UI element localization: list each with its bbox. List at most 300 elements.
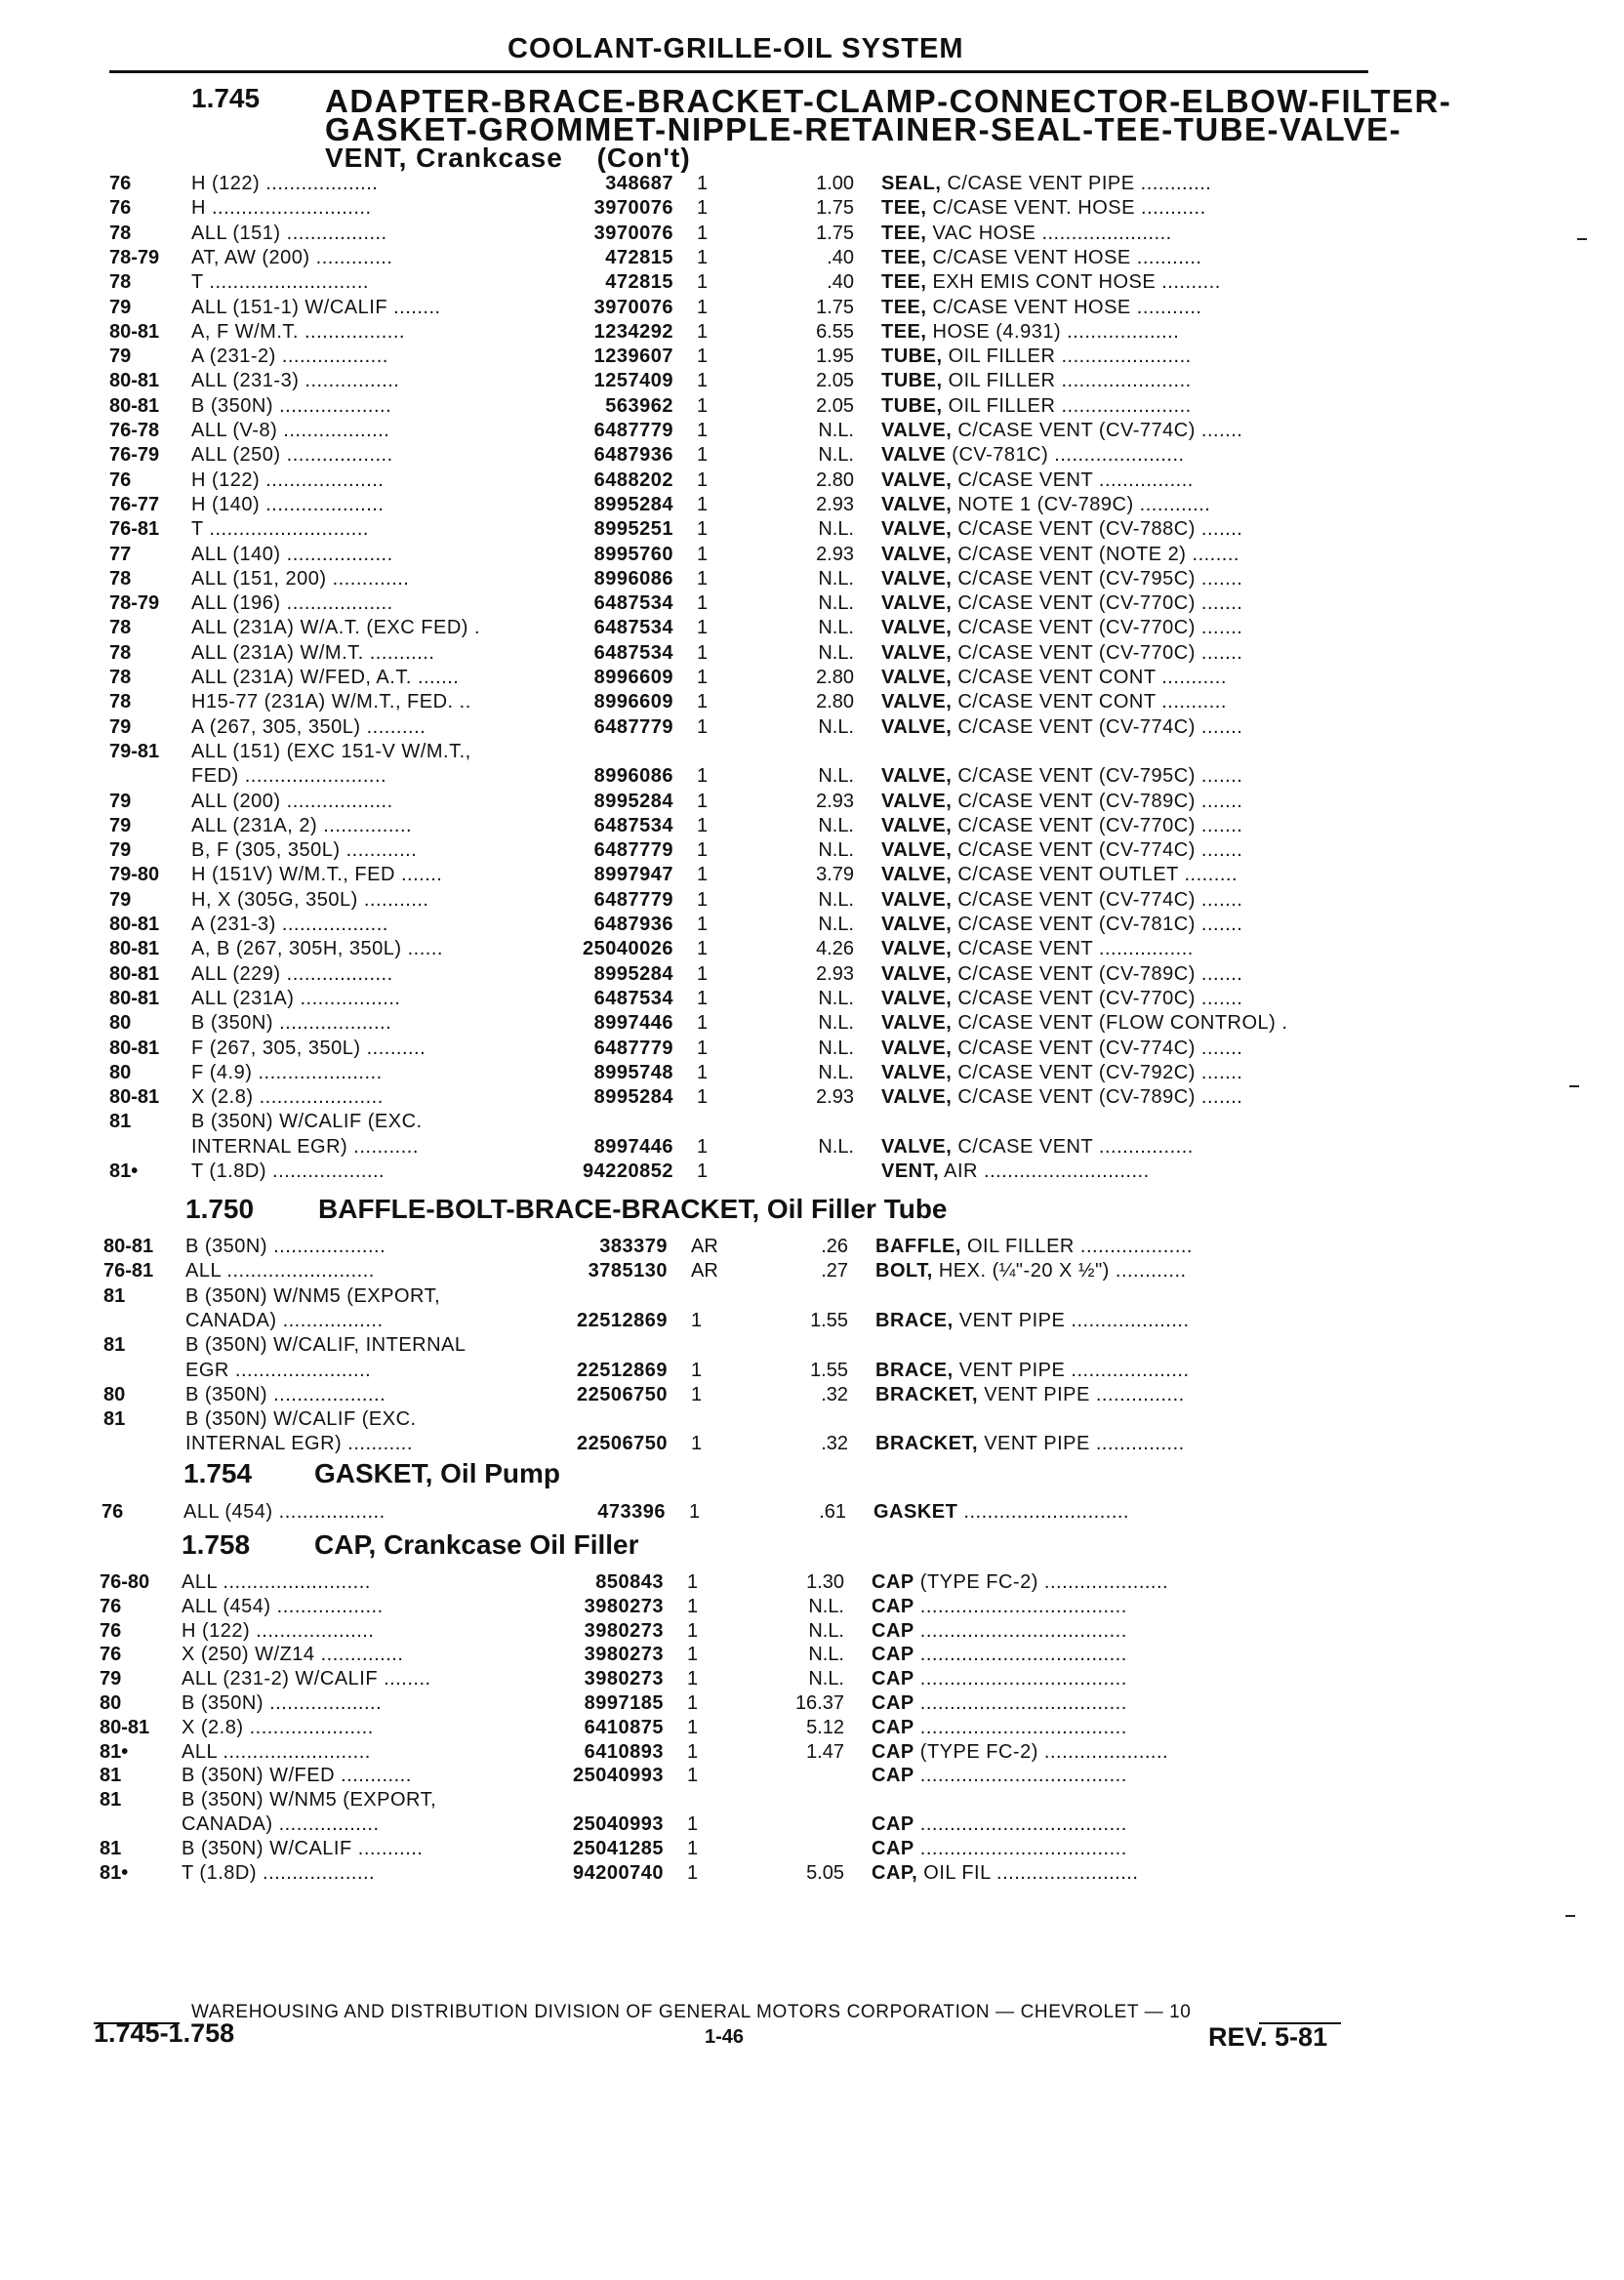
quantity: 1 [697, 197, 709, 219]
quantity: 1 [697, 839, 709, 861]
margin-mark [1565, 1915, 1575, 1917]
part-number: 6410875 [584, 1717, 664, 1738]
model-year: 78 [109, 617, 132, 638]
quantity: 1 [697, 864, 709, 885]
price: 1.55 [810, 1360, 848, 1381]
section-title: GASKET, Oil Pump [314, 1458, 561, 1488]
quantity: 1 [687, 1765, 699, 1786]
part-name: TUBE, [881, 395, 943, 417]
part-name: VALVE, [881, 914, 953, 935]
model-year: 79 [109, 889, 132, 911]
price: N.L. [808, 1620, 844, 1642]
part-detail: ................................... [919, 1765, 1127, 1786]
model-application: ALL ......................... [182, 1571, 371, 1593]
part-number: 472815 [605, 271, 673, 293]
price: 4.26 [816, 938, 854, 959]
part-description [872, 1717, 1350, 1739]
model-year: 79 [109, 716, 132, 738]
part-number: 8997947 [593, 864, 673, 885]
model-application: B (350N) ................... [185, 1384, 386, 1405]
model-application: H ........................... [191, 197, 372, 219]
part-name: BRACKET, [875, 1433, 979, 1454]
price: 1.75 [816, 223, 854, 244]
part-description [881, 518, 1360, 541]
part-name: VALVE, [881, 617, 953, 638]
model-application: X (250) W/Z14 .............. [182, 1644, 404, 1665]
part-number: 6488202 [593, 469, 673, 491]
quantity: 1 [697, 592, 709, 614]
part-description [881, 1012, 1360, 1035]
part-description [872, 1668, 1350, 1690]
part-name: BRACE, [875, 1360, 954, 1381]
part-name: VALVE, [881, 691, 953, 712]
part-description [881, 1086, 1360, 1109]
part-detail: ............................ [963, 1501, 1129, 1523]
part-description [881, 544, 1360, 566]
part-name: TEE, [881, 271, 927, 293]
part-number: 473396 [597, 1501, 666, 1523]
part-number: 8995251 [593, 518, 673, 540]
part-name: VALVE, [881, 864, 953, 885]
part-description [881, 914, 1360, 936]
part-name: VALVE, [881, 642, 953, 664]
part-detail: ................................... [919, 1838, 1127, 1859]
price: N.L. [818, 1012, 854, 1034]
part-name: VALVE, [881, 815, 953, 836]
model-application: H (140) .................... [191, 494, 385, 515]
part-description [872, 1571, 1350, 1594]
quantity: 1 [687, 1862, 699, 1884]
footer-division: WAREHOUSING AND DISTRIBUTION DIVISION OF GENERAL MOTORS CORPORATION — CHEVROLET — 10 [191, 2002, 1192, 2022]
price: .40 [827, 271, 854, 293]
model-year: 79 [109, 791, 132, 812]
model-application: ALL (231A) W/FED, A.T. ....... [191, 667, 460, 688]
model-year: 78-79 [109, 247, 160, 268]
model-year: 81 [100, 1789, 122, 1811]
part-detail: C/CASE VENT ................ [957, 1136, 1194, 1158]
part-name: VALVE, [881, 568, 953, 590]
section-title: CAP, Crankcase Oil Filler [314, 1529, 639, 1560]
quantity: 1 [697, 691, 709, 712]
model-application: ALL (231-2) W/CALIF ........ [182, 1668, 431, 1690]
part-name: BAFFLE, [875, 1236, 961, 1257]
model-year: 76 [100, 1596, 122, 1617]
model-application: ALL (231A) W/A.T. (EXC FED) . [191, 617, 481, 638]
model-application: X (2.8) ..................... [191, 1086, 384, 1108]
section-title-line: GASKET-GROMMET-NIPPLE-RETAINER-SEAL-TEE-TUBE-VALVE- [325, 111, 1402, 147]
model-application: A (267, 305, 350L) .......... [191, 716, 426, 738]
part-detail: OIL FILLER ...................... [948, 395, 1192, 417]
quantity: 1 [697, 815, 709, 836]
part-name: CAP [872, 1717, 914, 1738]
part-detail: VENT PIPE .................... [958, 1360, 1190, 1381]
part-number: 3980273 [584, 1668, 664, 1690]
quantity: 1 [697, 494, 709, 515]
part-number: 8995284 [593, 494, 673, 515]
section-number: 1.758 [182, 1529, 251, 1560]
part-description [881, 716, 1360, 739]
model-year: 80-81 [109, 321, 160, 343]
part-detail: C/CASE VENT (FLOW CONTROL) . [957, 1012, 1288, 1034]
price: N.L. [808, 1596, 844, 1617]
price: N.L. [818, 914, 854, 935]
model-year: 81• [100, 1741, 129, 1763]
part-number: 8997446 [593, 1012, 673, 1034]
price: .32 [821, 1384, 848, 1405]
part-name: CAP [872, 1644, 914, 1665]
part-description [881, 864, 1360, 886]
model-year: 79 [100, 1668, 122, 1690]
model-year: 76 [109, 197, 132, 219]
footer-revision: REV. 5-81 [1208, 2022, 1328, 2052]
part-name: SEAL, [881, 173, 942, 194]
part-detail: OIL FILLER ...................... [948, 370, 1192, 391]
price: N.L. [808, 1668, 844, 1690]
price: N.L. [818, 642, 854, 664]
price: .40 [827, 247, 854, 268]
part-description [873, 1501, 1352, 1524]
part-detail: OIL FILLER ...................... [948, 346, 1192, 367]
model-application: AT, AW (200) ............. [191, 247, 393, 268]
price: 5.12 [806, 1717, 844, 1738]
part-detail: ................................... [919, 1668, 1127, 1690]
model-application: ALL ......................... [182, 1741, 371, 1763]
part-description [881, 889, 1360, 912]
part-detail: C/CASE VENT (CV-774C) ....... [957, 839, 1243, 861]
model-application: B (350N) W/FED ............ [182, 1765, 412, 1786]
part-name: TUBE, [881, 370, 943, 391]
quantity: 1 [697, 914, 709, 935]
model-application: ALL (250) .................. [191, 444, 393, 466]
quantity: 1 [687, 1620, 699, 1642]
model-application: ALL (V-8) .................. [191, 420, 390, 441]
part-description [875, 1260, 1354, 1282]
part-detail: C/CASE VENT (CV-795C) ....... [957, 568, 1243, 590]
part-detail: C/CASE VENT CONT ........... [957, 667, 1227, 688]
model-application: ALL (151, 200) ............. [191, 568, 410, 590]
model-application: ALL (151) ................. [191, 223, 387, 244]
part-name: CAP [872, 1571, 914, 1593]
model-year: 79 [109, 839, 132, 861]
quantity: 1 [687, 1813, 699, 1835]
part-name: VALVE, [881, 839, 953, 861]
part-name: CAP, [872, 1862, 918, 1884]
margin-mark [1577, 238, 1587, 240]
part-number: 3980273 [584, 1620, 664, 1642]
price: 5.05 [806, 1862, 844, 1884]
model-year: 80-81 [109, 1038, 160, 1059]
part-number: 6487534 [593, 988, 673, 1009]
price: N.L. [818, 617, 854, 638]
part-name: TEE, [881, 223, 927, 244]
model-year: 76-81 [103, 1260, 154, 1282]
price: 1.30 [806, 1571, 844, 1593]
part-name: TEE, [881, 197, 927, 219]
part-number: 850843 [595, 1571, 664, 1593]
part-detail: VAC HOSE ...................... [932, 223, 1172, 244]
price: 1.55 [810, 1310, 848, 1331]
model-application: T ........................... [191, 271, 369, 293]
part-number: 6410893 [584, 1741, 664, 1763]
part-detail: HEX. (¼"-20 X ½") ............ [938, 1260, 1187, 1282]
part-name: TUBE, [881, 346, 943, 367]
part-name: VALVE, [881, 667, 953, 688]
footer-group-range: 1.745-1.758 [94, 2018, 235, 2048]
model-application: ALL (200) .................. [191, 791, 393, 812]
part-name: VALVE, [881, 1086, 953, 1108]
price: .32 [821, 1433, 848, 1454]
price: N.L. [818, 444, 854, 466]
part-detail: C/CASE VENT (CV-789C) ....... [957, 1086, 1243, 1108]
part-description [872, 1620, 1350, 1643]
part-name: CAP [872, 1741, 914, 1763]
part-name: VALVE, [881, 544, 953, 565]
section-title-line: ADAPTER-BRACE-BRACKET-CLAMP-CONNECTOR-ELBOW-FILTER- [325, 83, 1452, 119]
model-application: B (350N) W/CALIF ........... [182, 1838, 424, 1859]
price: N.L. [818, 1062, 854, 1083]
model-year: 80-81 [109, 988, 160, 1009]
model-year: 76 [100, 1644, 122, 1665]
model-application: B (350N) W/CALIF (EXC. [185, 1408, 417, 1430]
part-name: GASKET [873, 1501, 958, 1523]
model-year: 80-81 [109, 963, 160, 985]
model-year: 81 [103, 1334, 126, 1356]
part-number: 1234292 [593, 321, 673, 343]
part-detail: ................................... [919, 1717, 1127, 1738]
part-description [875, 1310, 1354, 1332]
price: N.L. [818, 839, 854, 861]
part-detail: C/CASE VENT (CV-792C) ....... [957, 1062, 1243, 1083]
part-number: 22512869 [577, 1310, 668, 1331]
part-description [881, 1038, 1360, 1060]
model-year: 76-79 [109, 444, 160, 466]
model-year: 76-81 [109, 518, 160, 540]
part-number: 94220852 [583, 1160, 673, 1182]
section-number: 1.750 [185, 1194, 255, 1224]
quantity: 1 [697, 716, 709, 738]
price: 1.75 [816, 197, 854, 219]
quantity: 1 [697, 667, 709, 688]
model-year: 81• [109, 1160, 139, 1182]
model-application: H (122) .................... [191, 469, 385, 491]
model-year: 80-81 [109, 914, 160, 935]
model-application: X (2.8) ..................... [182, 1717, 374, 1738]
part-description [881, 592, 1360, 615]
part-number: 6487779 [593, 1038, 673, 1059]
quantity: 1 [697, 1160, 709, 1182]
model-application: B (350N) ................... [191, 1012, 392, 1034]
quantity: 1 [697, 297, 709, 318]
header-rule [109, 70, 1368, 73]
price: .26 [821, 1236, 848, 1257]
part-description [881, 173, 1360, 195]
price: N.L. [818, 420, 854, 441]
part-number: 6487534 [593, 815, 673, 836]
part-detail: C/CASE VENT CONT ........... [957, 691, 1227, 712]
model-year: 81 [100, 1765, 122, 1786]
model-application: H15-77 (231A) W/M.T., FED. .. [191, 691, 471, 712]
part-name: CAP [872, 1765, 914, 1786]
part-description [875, 1236, 1354, 1258]
part-detail: (CV-781C) ...................... [952, 444, 1185, 466]
part-number: 6487936 [593, 444, 673, 466]
part-number: 8995284 [593, 1086, 673, 1108]
part-description [881, 370, 1360, 392]
part-name: VALVE, [881, 889, 953, 911]
part-number: 6487534 [593, 592, 673, 614]
section-title [325, 83, 1452, 173]
model-year: 81 [109, 1111, 132, 1132]
part-detail: OIL FIL ........................ [923, 1862, 1139, 1884]
price: .61 [819, 1501, 846, 1523]
quantity: 1 [697, 321, 709, 343]
quantity: 1 [697, 642, 709, 664]
part-description [881, 667, 1360, 689]
part-detail: EXH EMIS CONT HOSE .......... [932, 271, 1221, 293]
part-name: TEE, [881, 297, 927, 318]
quantity: 1 [687, 1596, 699, 1617]
part-name: CAP [872, 1692, 914, 1714]
part-name: VALVE, [881, 494, 953, 515]
model-application: ALL (231A) W/M.T. ........... [191, 642, 435, 664]
price: 1.75 [816, 297, 854, 318]
model-application: ALL (140) .................. [191, 544, 393, 565]
part-number: 94200740 [573, 1862, 664, 1884]
model-year: 80-81 [109, 1086, 160, 1108]
quantity: 1 [697, 247, 709, 268]
part-name: CAP [872, 1620, 914, 1642]
part-detail: ................................... [919, 1644, 1127, 1665]
part-detail: C/CASE VENT (CV-774C) ....... [957, 716, 1243, 738]
model-year: 76 [109, 173, 132, 194]
price: N.L. [818, 1038, 854, 1059]
price: 1.95 [816, 346, 854, 367]
part-number: 8997446 [593, 1136, 673, 1158]
model-application: ALL (196) .................. [191, 592, 393, 614]
price: N.L. [818, 592, 854, 614]
part-description [881, 223, 1360, 245]
part-number: 8996086 [593, 568, 673, 590]
quantity: 1 [697, 791, 709, 812]
quantity: 1 [691, 1384, 703, 1405]
model-year: 80-81 [109, 395, 160, 417]
model-year: 78 [109, 223, 132, 244]
part-name: VALVE, [881, 1038, 953, 1059]
part-name: BRACKET, [875, 1384, 979, 1405]
quantity: 1 [687, 1741, 699, 1763]
part-description [881, 1160, 1360, 1183]
price: 6.55 [816, 321, 854, 343]
part-name: VALVE, [881, 765, 953, 787]
part-number: 22506750 [577, 1384, 668, 1405]
part-description [881, 1062, 1360, 1084]
price: 2.93 [816, 494, 854, 515]
section-title-line [325, 143, 1451, 172]
part-detail: ................................... [919, 1692, 1127, 1714]
model-application: B (350N) W/CALIF (EXC. [191, 1111, 423, 1132]
part-number: 6487779 [593, 839, 673, 861]
part-number: 8995748 [593, 1062, 673, 1083]
part-detail: C/CASE VENT (CV-774C) ....... [957, 889, 1243, 911]
part-number: 3980273 [584, 1596, 664, 1617]
model-application: A, F W/M.T. ................. [191, 321, 405, 343]
part-number: 22512869 [577, 1360, 668, 1381]
model-year: 76-77 [109, 494, 160, 515]
model-year: 80 [109, 1062, 132, 1083]
part-detail: C/CASE VENT. HOSE ........... [932, 197, 1206, 219]
quantity: 1 [687, 1644, 699, 1665]
model-year: 81 [100, 1838, 122, 1859]
part-description [881, 642, 1360, 665]
part-description [881, 791, 1360, 813]
quantity: 1 [697, 1086, 709, 1108]
quantity: 1 [697, 370, 709, 391]
part-number: 6487779 [593, 420, 673, 441]
price: N.L. [818, 568, 854, 590]
model-year: 76-78 [109, 420, 160, 441]
part-detail: C/CASE VENT (CV-770C) ....... [957, 642, 1243, 664]
part-detail: AIR ............................ [944, 1160, 1150, 1182]
part-description [875, 1360, 1354, 1382]
price: 2.05 [816, 395, 854, 417]
margin-mark [1569, 1085, 1579, 1087]
part-name: TEE, [881, 321, 927, 343]
quantity: 1 [697, 395, 709, 417]
quantity: 1 [697, 469, 709, 491]
quantity: 1 [697, 518, 709, 540]
price: 2.05 [816, 370, 854, 391]
part-number: 348687 [605, 173, 673, 194]
part-detail: VENT PIPE .................... [958, 1310, 1190, 1331]
part-detail: VENT PIPE ............... [984, 1433, 1185, 1454]
part-detail: C/CASE VENT (CV-789C) ....... [957, 791, 1243, 812]
quantity: 1 [697, 568, 709, 590]
model-year: 79 [109, 297, 132, 318]
part-number: 22506750 [577, 1433, 668, 1454]
part-detail: C/CASE VENT (CV-789C) ....... [957, 963, 1243, 985]
model-year: 81• [100, 1862, 129, 1884]
model-year: 76 [109, 469, 132, 491]
quantity: 1 [697, 1136, 709, 1158]
model-year: 76 [102, 1501, 124, 1523]
part-number: 8997185 [584, 1692, 664, 1714]
model-year: 76 [100, 1620, 122, 1642]
quantity: 1 [697, 765, 709, 787]
part-number: 6487936 [593, 914, 673, 935]
model-year: 80 [109, 1012, 132, 1034]
part-description [875, 1384, 1354, 1406]
quantity: 1 [697, 889, 709, 911]
part-detail: (TYPE FC-2) ..................... [919, 1741, 1169, 1763]
model-year: 76-80 [100, 1571, 150, 1593]
quantity: 1 [697, 346, 709, 367]
model-year: 79 [109, 815, 132, 836]
part-name: VALVE, [881, 1012, 953, 1034]
part-detail: ................................... [919, 1813, 1127, 1835]
model-application: ALL (231A, 2) ............... [191, 815, 413, 836]
part-number: 8995284 [593, 963, 673, 985]
price: N.L. [818, 988, 854, 1009]
model-year: 79 [109, 346, 132, 367]
price: 2.93 [816, 791, 854, 812]
part-description [872, 1741, 1350, 1764]
model-application: CANADA) ................. [185, 1310, 384, 1331]
quantity: 1 [697, 420, 709, 441]
part-number: 1257409 [593, 370, 673, 391]
model-year: 78 [109, 271, 132, 293]
model-year: 80 [100, 1692, 122, 1714]
price: 2.80 [816, 469, 854, 491]
